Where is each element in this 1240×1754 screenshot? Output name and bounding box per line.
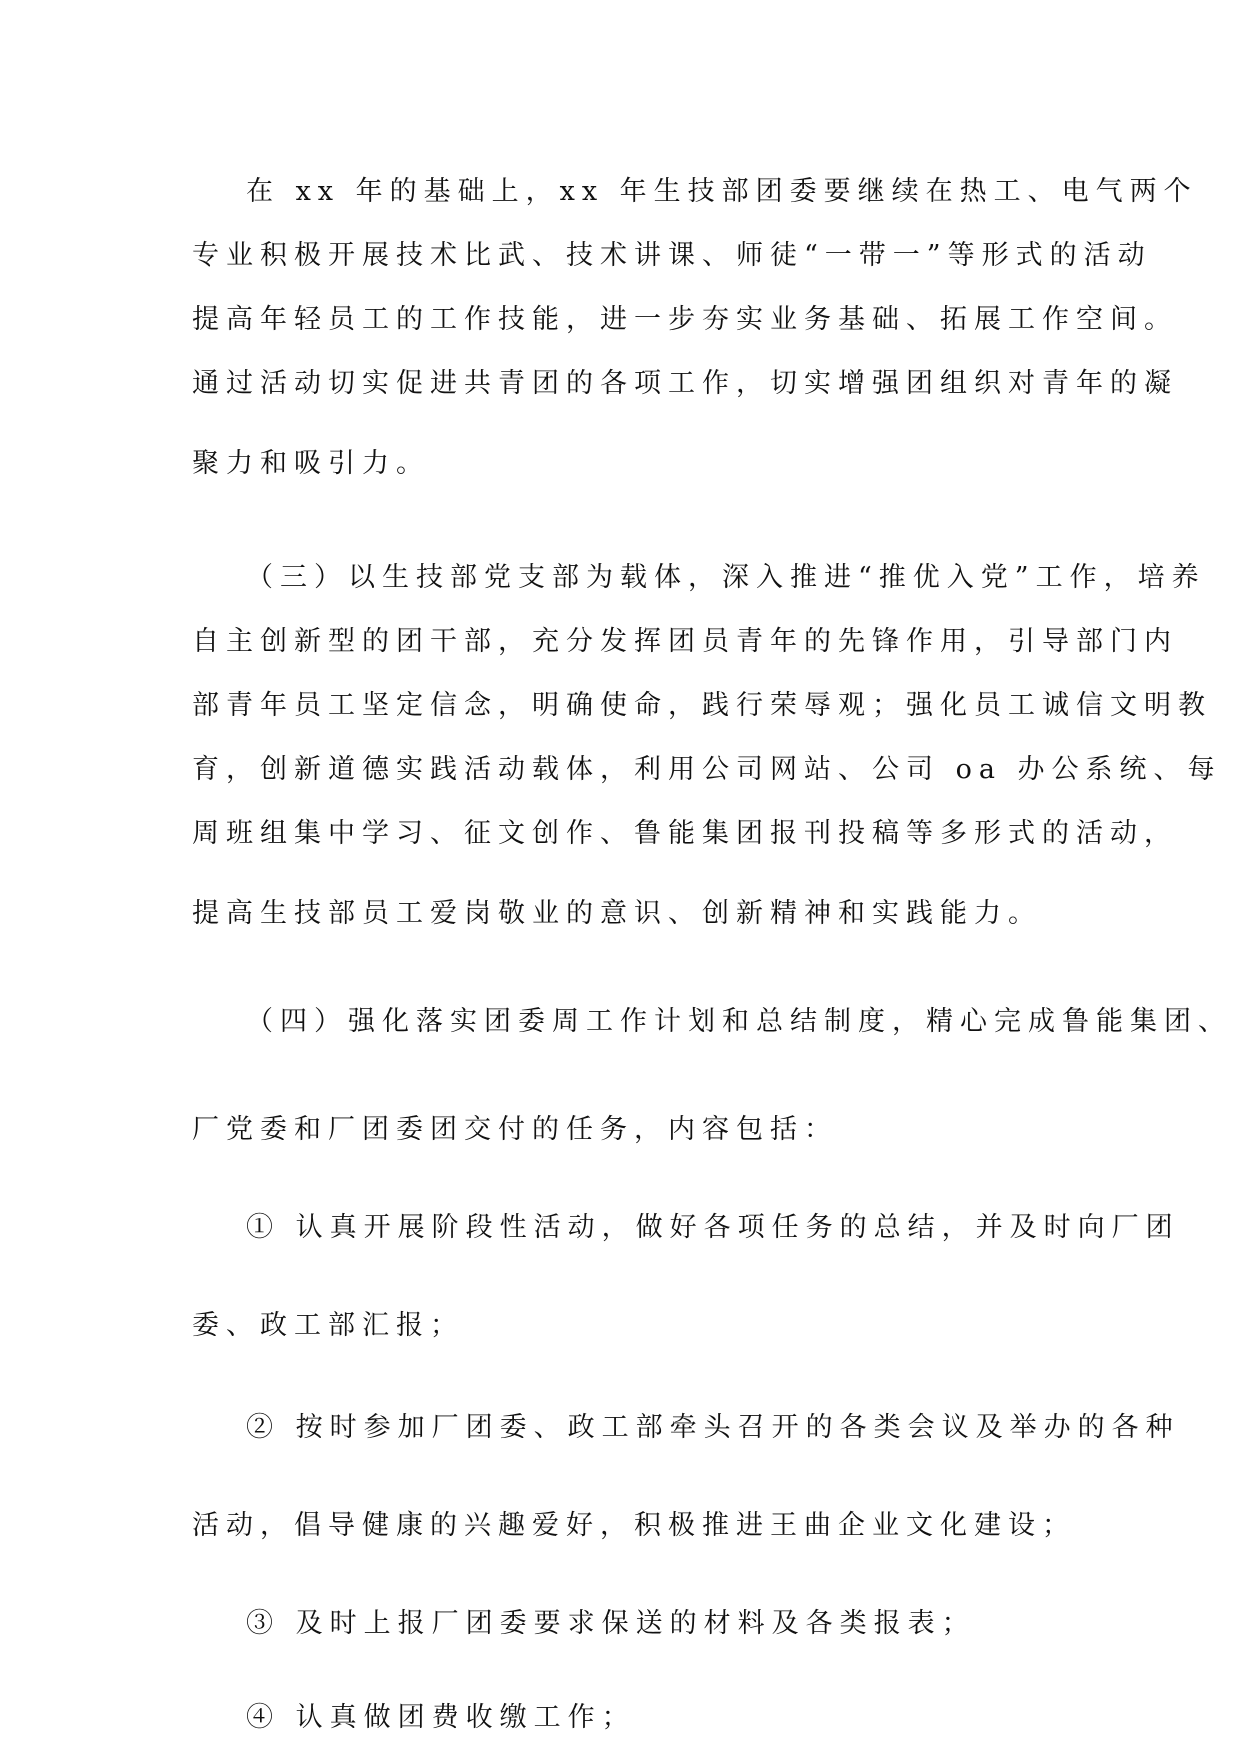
paragraph-line: 提高年轻员工的工作技能，进一步夯实业务基础、拓展工作空间。 [192,304,1178,335]
list-item-line: 活动，倡导健康的兴趣爱好，积极推进王曲企业文化建设； [192,1510,1076,1541]
paragraph-line: 提高生技部员工爱岗敬业的意识、创新精神和实践能力。 [192,898,1042,929]
paragraph-line: 通过活动切实促进共青团的各项工作，切实增强团组织对青年的凝 [192,368,1178,399]
paragraph-line: 厂党委和厂团委团交付的任务，内容包括： [192,1114,838,1145]
paragraph-line: 自主创新型的团干部，充分发挥团员青年的先锋作用，引导部门内 [192,626,1178,657]
list-item-line: ④ 认真做团费收缴工作； [246,1702,636,1733]
list-item-line: ② 按时参加厂团委、政工部牵头召开的各类会议及举办的各种 [246,1412,1180,1443]
paragraph-line: 专业积极开展技术比武、技术讲课、师徒“一带一”等形式的活动 [192,240,1152,271]
paragraph-line: （四）强化落实团委周工作计划和总结制度，精心完成鲁能集团、 [246,1006,1232,1037]
paragraph-line: 在 xx 年的基础上，xx 年生技部团委要继续在热工、电气两个 [246,176,1198,207]
paragraph-line: （三）以生技部党支部为载体，深入推进“推优入党”工作，培养 [246,562,1206,593]
list-item-line: ③ 及时上报厂团委要求保送的材料及各类报表； [246,1608,976,1639]
paragraph-line: 周班组集中学习、征文创作、鲁能集团报刊投稿等多形式的活动， [192,818,1178,849]
paragraph-line: 聚力和吸引力。 [192,448,430,479]
paragraph-line: 部青年员工坚定信念，明确使命，践行荣辱观；强化员工诚信文明教 [192,690,1212,721]
list-item-line: 委、政工部汇报； [192,1310,464,1341]
paragraph-line: 育，创新道德实践活动载体，利用公司网站、公司 oa 办公系统、每 [192,754,1222,785]
list-item-line: ① 认真开展阶段性活动，做好各项任务的总结，并及时向厂团 [246,1212,1180,1243]
